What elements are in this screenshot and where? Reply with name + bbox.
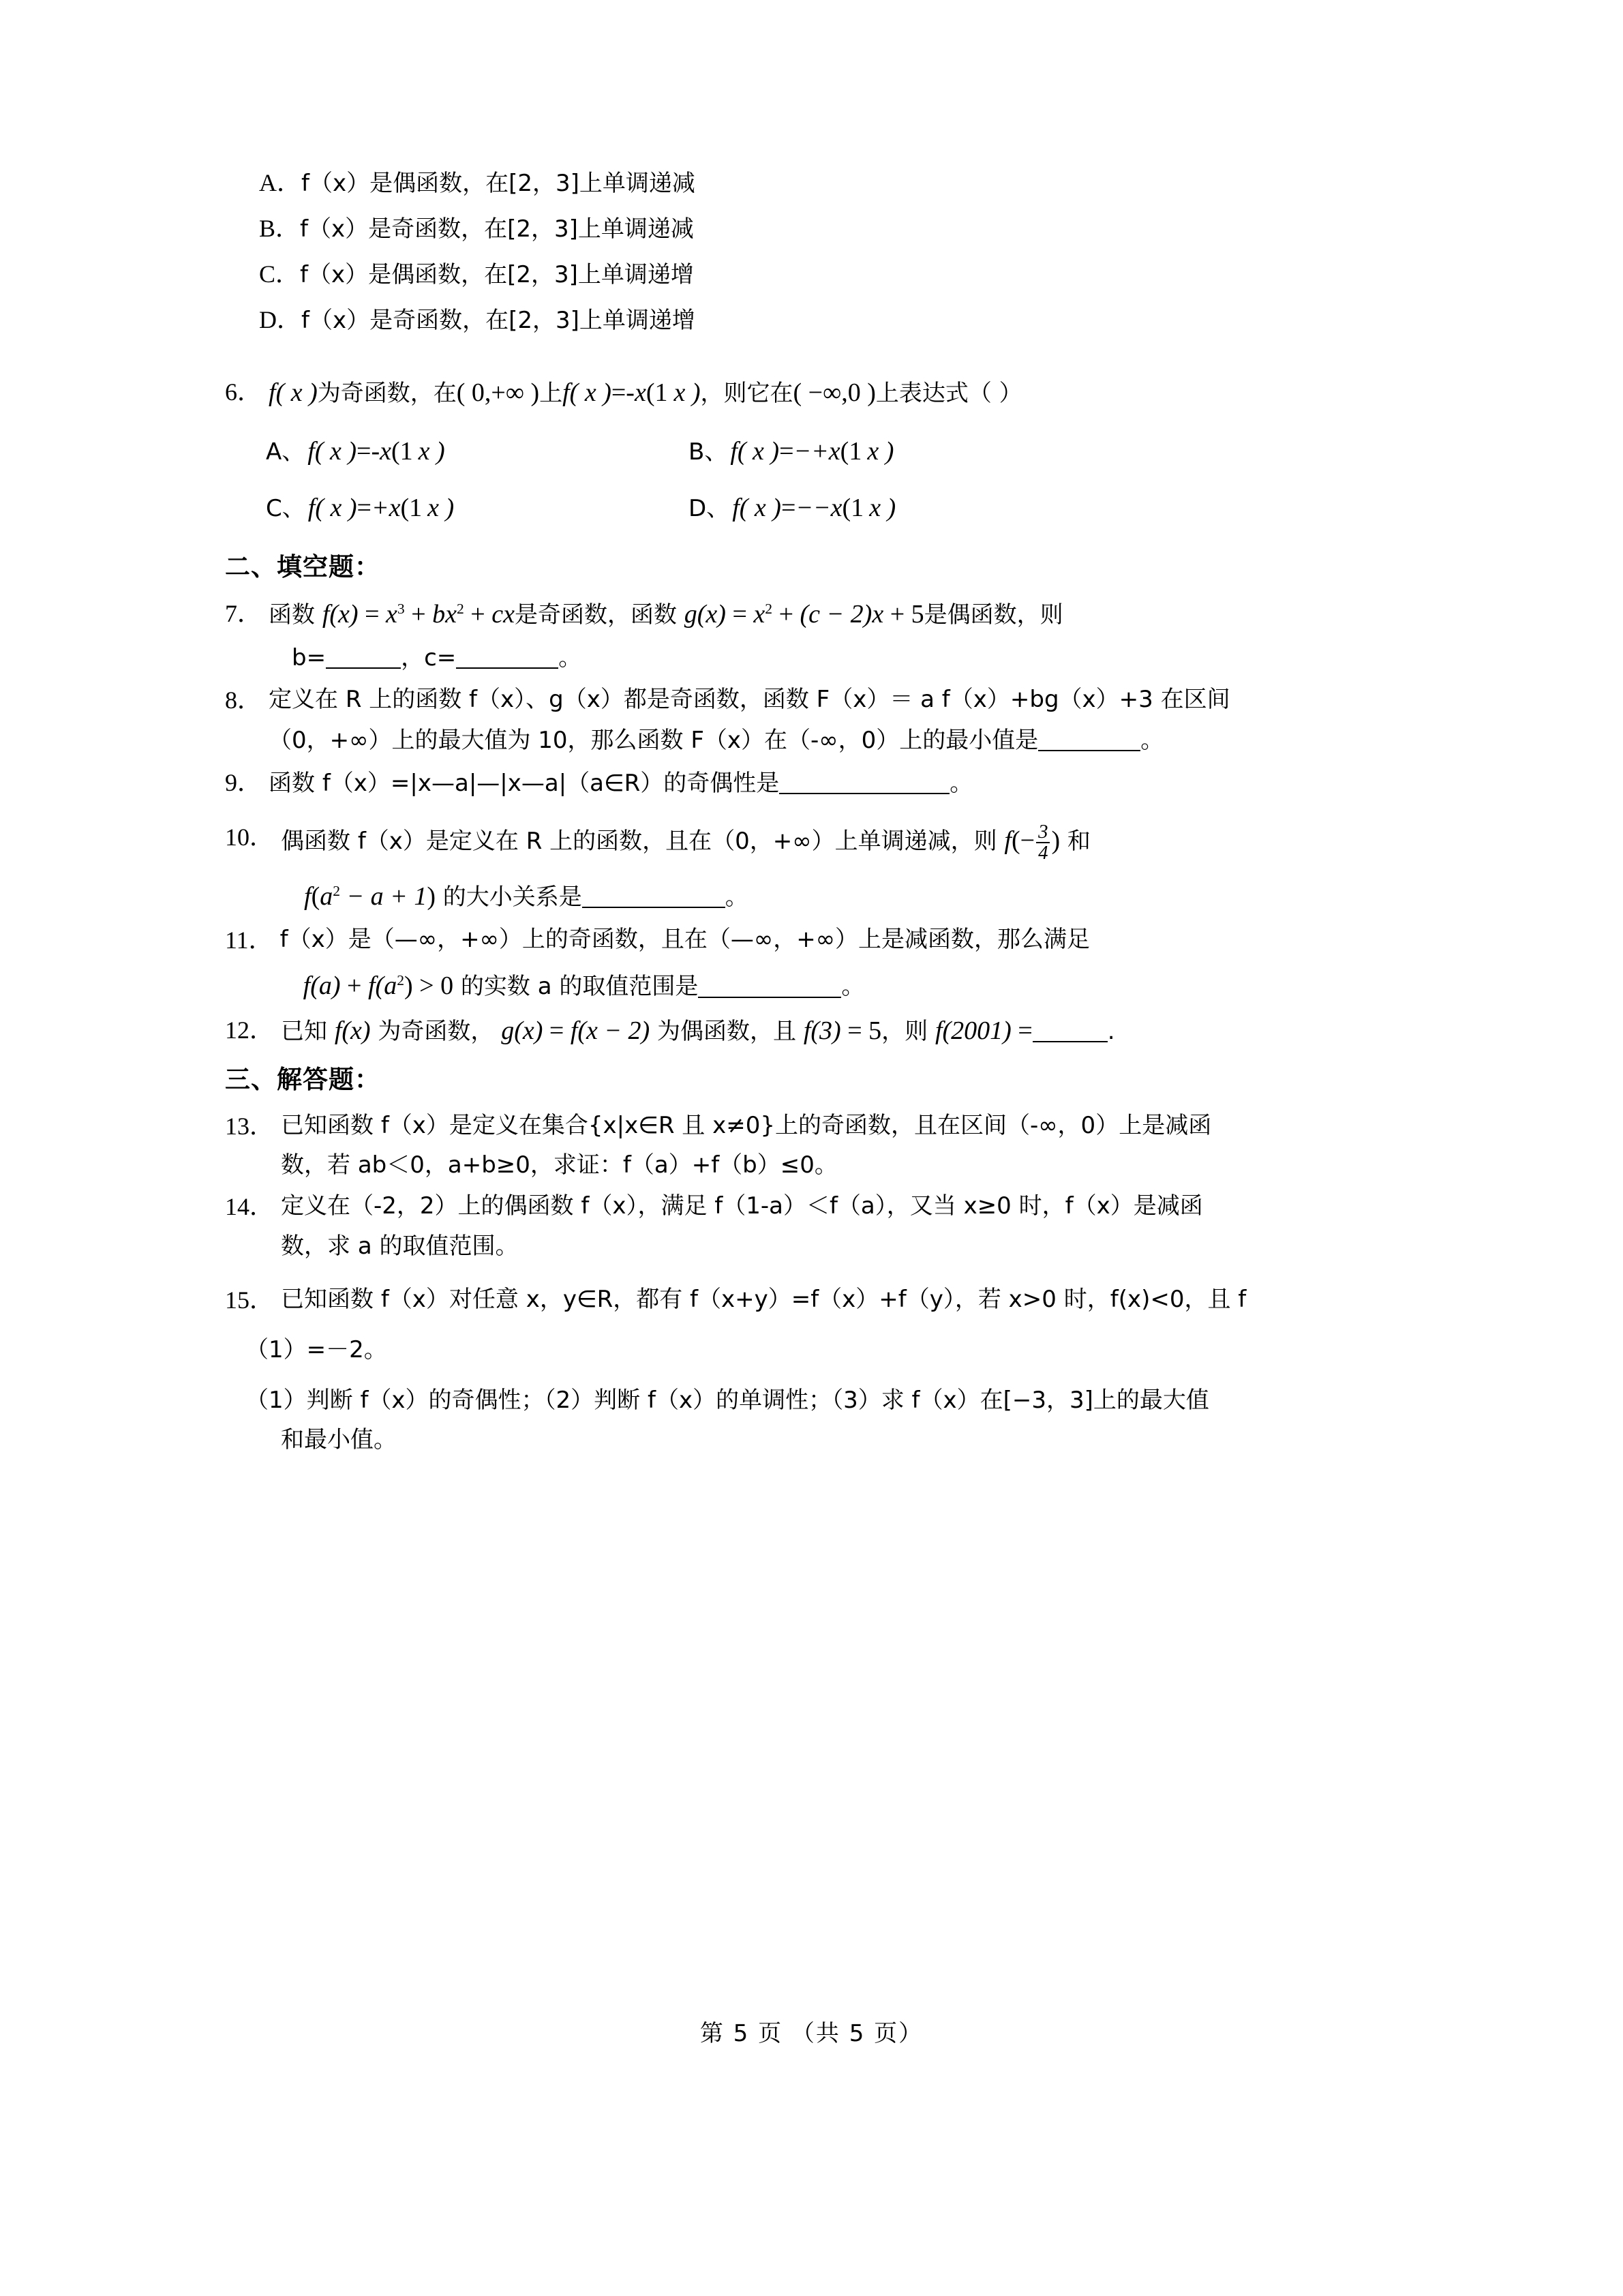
question-text-3: 的大小关系是 xyxy=(435,883,582,911)
expr-bx-exponent: 2 xyxy=(457,601,464,618)
expr2-a: a xyxy=(320,881,333,911)
question-line xyxy=(269,767,1459,799)
option-tail: x ) xyxy=(867,437,894,466)
stem-f2: f xyxy=(562,378,570,407)
answer-blank-b[interactable] xyxy=(326,643,401,669)
option-f: f xyxy=(730,437,738,466)
option-arg: ( x ) xyxy=(314,437,357,466)
question-14 xyxy=(225,1191,1459,1260)
question-body xyxy=(269,376,1459,410)
option-equals: = xyxy=(357,494,371,523)
expr-f1: f xyxy=(303,971,311,1001)
stem-interval-neg: ( −∞,0 ) xyxy=(793,378,876,407)
expr-f2: f xyxy=(367,971,376,1001)
option-letter: D、 xyxy=(688,495,730,523)
question-period: 。 xyxy=(725,883,748,911)
question-line-1 xyxy=(281,821,1459,863)
question-10 xyxy=(225,821,1459,913)
expr-close: ) xyxy=(1051,826,1061,856)
expr-equals: = xyxy=(358,600,386,629)
text-part-1: 函数 xyxy=(269,601,322,629)
fraction-three-fourths xyxy=(1036,822,1050,864)
expr-g-arg: (x) xyxy=(514,1016,543,1045)
expr-plus-1: + xyxy=(404,600,433,629)
stem-paren-open: (1 xyxy=(646,378,668,407)
option-paren: (1 xyxy=(842,494,864,523)
expr-a1: (a) xyxy=(310,971,341,1001)
question-line xyxy=(281,1014,1459,1048)
blank-period: 。 xyxy=(558,644,582,671)
stem-interval-pos: ( 0,+∞ ) xyxy=(456,378,540,407)
expr-g-f-arg: (x − 2) xyxy=(577,1016,650,1045)
stem-sign-x: -x xyxy=(626,378,646,407)
option-text: f（x）是奇函数，在[2，3]上单调递增 xyxy=(301,307,695,334)
answer-blank[interactable] xyxy=(698,972,841,998)
question-line xyxy=(269,598,1459,631)
expr-x-exponent: 3 xyxy=(397,601,405,618)
stem-equals: = xyxy=(611,378,626,407)
question-15 xyxy=(225,1284,1459,1455)
question-body xyxy=(269,598,1459,673)
expr-f3: f xyxy=(803,1016,811,1045)
question-period: 。 xyxy=(950,769,973,797)
expr-bx: bx xyxy=(432,600,457,629)
question-line-2: （1）=－2。 xyxy=(245,1335,387,1363)
expr-g-f: f xyxy=(570,1016,578,1045)
expr-g-x: x xyxy=(753,600,765,629)
expr-f-arg: (x) xyxy=(329,600,359,629)
question-number: 14． xyxy=(225,1193,275,1221)
expr-g-arg: (x) xyxy=(697,600,726,629)
question-line-1: 定义在（-2，2）上的偶函数 f（x），满足 f（1-a）＜f（a），又当 x≥0 时，f（x）是减函 xyxy=(281,1192,1203,1220)
option-equals: = xyxy=(357,437,371,466)
question-line-2 xyxy=(304,880,1459,913)
text-4: ，则 xyxy=(881,1017,935,1045)
stem-answer-bracket: （ ） xyxy=(968,380,1022,407)
expr-g-equals: = xyxy=(725,600,754,629)
answer-blank[interactable] xyxy=(1033,1016,1108,1042)
option-tail: x ) xyxy=(869,494,896,523)
question-period: . xyxy=(1107,1017,1115,1045)
question-12 xyxy=(225,1014,1459,1048)
option-row xyxy=(259,170,1459,195)
text-2: 为奇函数， xyxy=(370,1017,502,1045)
text-1: 已知 xyxy=(281,1017,335,1045)
option-row xyxy=(259,262,1459,286)
expr-a2-open: (a xyxy=(375,971,397,1001)
option-paren: (1 xyxy=(840,437,862,466)
expr-a2-exponent: 2 xyxy=(397,972,404,989)
question-line-1: 已知函数 f（x）对任意 x，y∈R，都有 f（x+y）=f（x）+f（y），若 x>0 时，f(x)<0，且 f xyxy=(281,1285,1247,1313)
blank-label-b: b= xyxy=(292,644,327,671)
stem-text-4: 上表达式 xyxy=(875,380,969,407)
question-number: 11． xyxy=(225,926,273,954)
question-line-2: 数，若 ab＜0，a+b≥0，求证：f（a）+f（b）≤0。 xyxy=(281,1151,838,1179)
answer-blank-c[interactable] xyxy=(456,643,558,669)
option-sign: −−x xyxy=(795,494,843,523)
option-arg: ( x ) xyxy=(315,494,357,523)
question-number: 8． xyxy=(225,686,262,714)
page-content xyxy=(225,170,1459,1466)
question-body xyxy=(281,821,1459,913)
text-part-3: 是偶函数，则 xyxy=(924,601,1063,629)
expr-plus: + xyxy=(340,971,368,1001)
expr-g: g xyxy=(501,1016,515,1045)
option-sign: −+x xyxy=(793,437,840,466)
leading-question-options xyxy=(225,170,1459,332)
question-6 xyxy=(225,376,1459,410)
question6-options-row-2 xyxy=(266,489,1459,523)
question-line-2: 数，求 a 的取值范围。 xyxy=(281,1232,519,1260)
question-line-1: 已知函数 f（x）是定义在集合{x|x∈R 且 x≠0}上的奇函数，且在区间（-∞，0）上是减函 xyxy=(281,1112,1212,1140)
option-row xyxy=(259,307,1459,332)
stem-paren-tail: x ) xyxy=(673,378,701,407)
option-f: f xyxy=(307,437,315,466)
option-sign: +x xyxy=(371,494,401,523)
fraction-numerator: 3 xyxy=(1038,820,1048,843)
option-arg: ( x ) xyxy=(739,494,781,523)
blank-separator: ， xyxy=(401,644,425,671)
question-line-2 xyxy=(303,969,1459,1003)
option-letter: C、 xyxy=(266,495,305,523)
expr2-close: ) xyxy=(427,881,436,911)
expr-a2-close: ) xyxy=(404,971,413,1001)
expr2-a-exponent: 2 xyxy=(333,882,341,899)
expr2-mid: − a + 1 xyxy=(340,881,427,911)
question-body xyxy=(281,1111,1459,1180)
question-number: 12． xyxy=(225,1016,275,1044)
expr-f2001-arg: (2001) xyxy=(942,1016,1012,1045)
option-letter: C． xyxy=(259,260,301,288)
question-11 xyxy=(225,924,1459,1003)
question-text: 的实数 a 的取值范围是 xyxy=(453,973,699,1001)
option-equals: = xyxy=(779,437,794,466)
option-sign: -x xyxy=(371,437,391,466)
question6-option-b xyxy=(688,433,1459,466)
question-7 xyxy=(225,598,1459,673)
stem-arg2: ( x ) xyxy=(569,378,611,407)
question-line-1: 定义在 R 上的函数 f（x）、g（x）都是奇函数，函数 F（x）＝ a f（x）+bg（x）+3 在区间 xyxy=(269,685,1230,713)
text-part-2: 是奇函数，函数 xyxy=(514,601,684,629)
expr-g-equals: = xyxy=(543,1016,571,1045)
question-body xyxy=(281,1191,1459,1260)
option-letter: B、 xyxy=(688,438,728,466)
expr-gt-zero: > 0 xyxy=(412,971,454,1001)
option-f: f xyxy=(307,494,316,523)
expr-f3-arg: (3) xyxy=(810,1016,841,1045)
expr2-open: ( xyxy=(311,881,320,911)
expr-f-arg: (x) xyxy=(342,1016,371,1045)
option-text: f（x）是奇函数，在[2，3]上单调递减 xyxy=(300,215,694,243)
option-row xyxy=(259,216,1459,241)
expr-f2001: f xyxy=(935,1016,943,1045)
expr-f2001-equals: = xyxy=(1011,1016,1033,1045)
section-heading-solutions: 三、解答题： xyxy=(225,1065,380,1095)
option-letter: A、 xyxy=(266,438,305,466)
stem-f: f xyxy=(269,378,276,407)
fraction-denominator: 4 xyxy=(1036,842,1050,863)
option-arg: ( x ) xyxy=(737,437,780,466)
question-number: 15． xyxy=(225,1286,275,1314)
blank-label-c: c= xyxy=(424,644,457,671)
option-tail: x ) xyxy=(418,437,445,466)
option-text: f（x）是偶函数，在[2，3]上单调递减 xyxy=(301,170,695,197)
expr-open: (− xyxy=(1011,826,1035,856)
question-number: 10． xyxy=(225,824,275,851)
question-text-1: 偶函数 f（x）是定义在 R 上的函数，且在（0，+∞）上单调递减，则 xyxy=(281,828,1005,856)
question-line-2 xyxy=(269,724,1459,756)
stem-text-3: ，则它在 xyxy=(700,380,793,407)
question6-options-row-1 xyxy=(266,433,1459,466)
text-3: 为偶函数，且 xyxy=(650,1017,804,1045)
stem-arg: ( x ) xyxy=(275,378,318,407)
question-9 xyxy=(225,767,1459,799)
option-paren: (1 xyxy=(400,494,423,523)
question-body xyxy=(269,684,1459,756)
answer-blank[interactable] xyxy=(779,768,950,794)
question-line-3: （1）判断 f（x）的奇偶性；（2）判断 f（x）的单调性；（3）求 f（x）在[−3，3]上的最大值 xyxy=(245,1387,1209,1415)
option-letter: D． xyxy=(259,306,301,333)
page-footer: 第 5 页 （共 5 页） xyxy=(699,2020,924,2047)
expr-x: x xyxy=(386,600,397,629)
question-period: 。 xyxy=(841,973,865,1001)
expr-g-plus: + xyxy=(772,600,800,629)
question-number: 13． xyxy=(225,1113,275,1141)
question-line-2-period: 。 xyxy=(1140,726,1164,754)
expr-g-paren: (c − 2)x xyxy=(800,600,884,629)
question-body xyxy=(281,1014,1459,1048)
option-letter: B． xyxy=(259,215,301,242)
expr-cx: cx xyxy=(491,600,515,629)
question-line-1: f（x）是（—∞，+∞）上的奇函数，且在（—∞，+∞）上是减函数，那么满足 xyxy=(279,926,1091,954)
question-text: 函数 f（x）=|x—a|—|x—a|（a∈R）的奇偶性是 xyxy=(269,769,780,797)
expr-g: g xyxy=(684,600,697,629)
option-letter: A． xyxy=(259,169,301,196)
expr-f: f xyxy=(322,600,330,629)
question-number: 7． xyxy=(225,600,262,628)
question-number: 6． xyxy=(225,378,262,406)
question-body xyxy=(269,767,1459,799)
expr-g-x-exponent: 2 xyxy=(765,601,773,618)
question-body xyxy=(280,924,1459,1003)
answer-blank[interactable] xyxy=(582,882,725,908)
option-equals: = xyxy=(780,494,796,523)
question-number: 9． xyxy=(225,768,262,796)
expr-plus-2: + xyxy=(464,600,492,629)
option-text: f（x）是偶函数，在[2，3]上单调递增 xyxy=(300,261,694,288)
option-tail: x ) xyxy=(427,494,455,523)
question6-option-a xyxy=(266,433,688,466)
expr-f: f xyxy=(334,1016,342,1045)
stem-text-1: 为奇函数，在 xyxy=(317,380,457,407)
question6-option-c xyxy=(266,489,688,523)
expr-f2: f xyxy=(304,881,312,911)
question-line-2-text: （0，+∞）上的最大值为 10，那么函数 F（x）在（-∞，0）上的最小值是 xyxy=(269,726,1039,754)
expr-f: f xyxy=(1004,826,1012,856)
question-line-4: 和最小值。 xyxy=(281,1426,397,1454)
question-stem xyxy=(269,376,1459,410)
option-paren: (1 xyxy=(391,437,413,466)
question-8 xyxy=(225,684,1459,756)
option-f: f xyxy=(732,494,740,523)
expr-f3-equals: = 5 xyxy=(840,1016,882,1045)
stem-text-2: 上 xyxy=(539,380,563,407)
expr-g-plus5: + 5 xyxy=(883,600,924,629)
question-text-2: 和 xyxy=(1060,828,1091,856)
question-13 xyxy=(225,1111,1459,1180)
section-heading-fill-in-blanks: 二、填空题： xyxy=(225,552,380,582)
question-answer-line xyxy=(292,641,1459,674)
question6-option-d xyxy=(688,489,1459,523)
answer-blank[interactable] xyxy=(1038,725,1140,751)
